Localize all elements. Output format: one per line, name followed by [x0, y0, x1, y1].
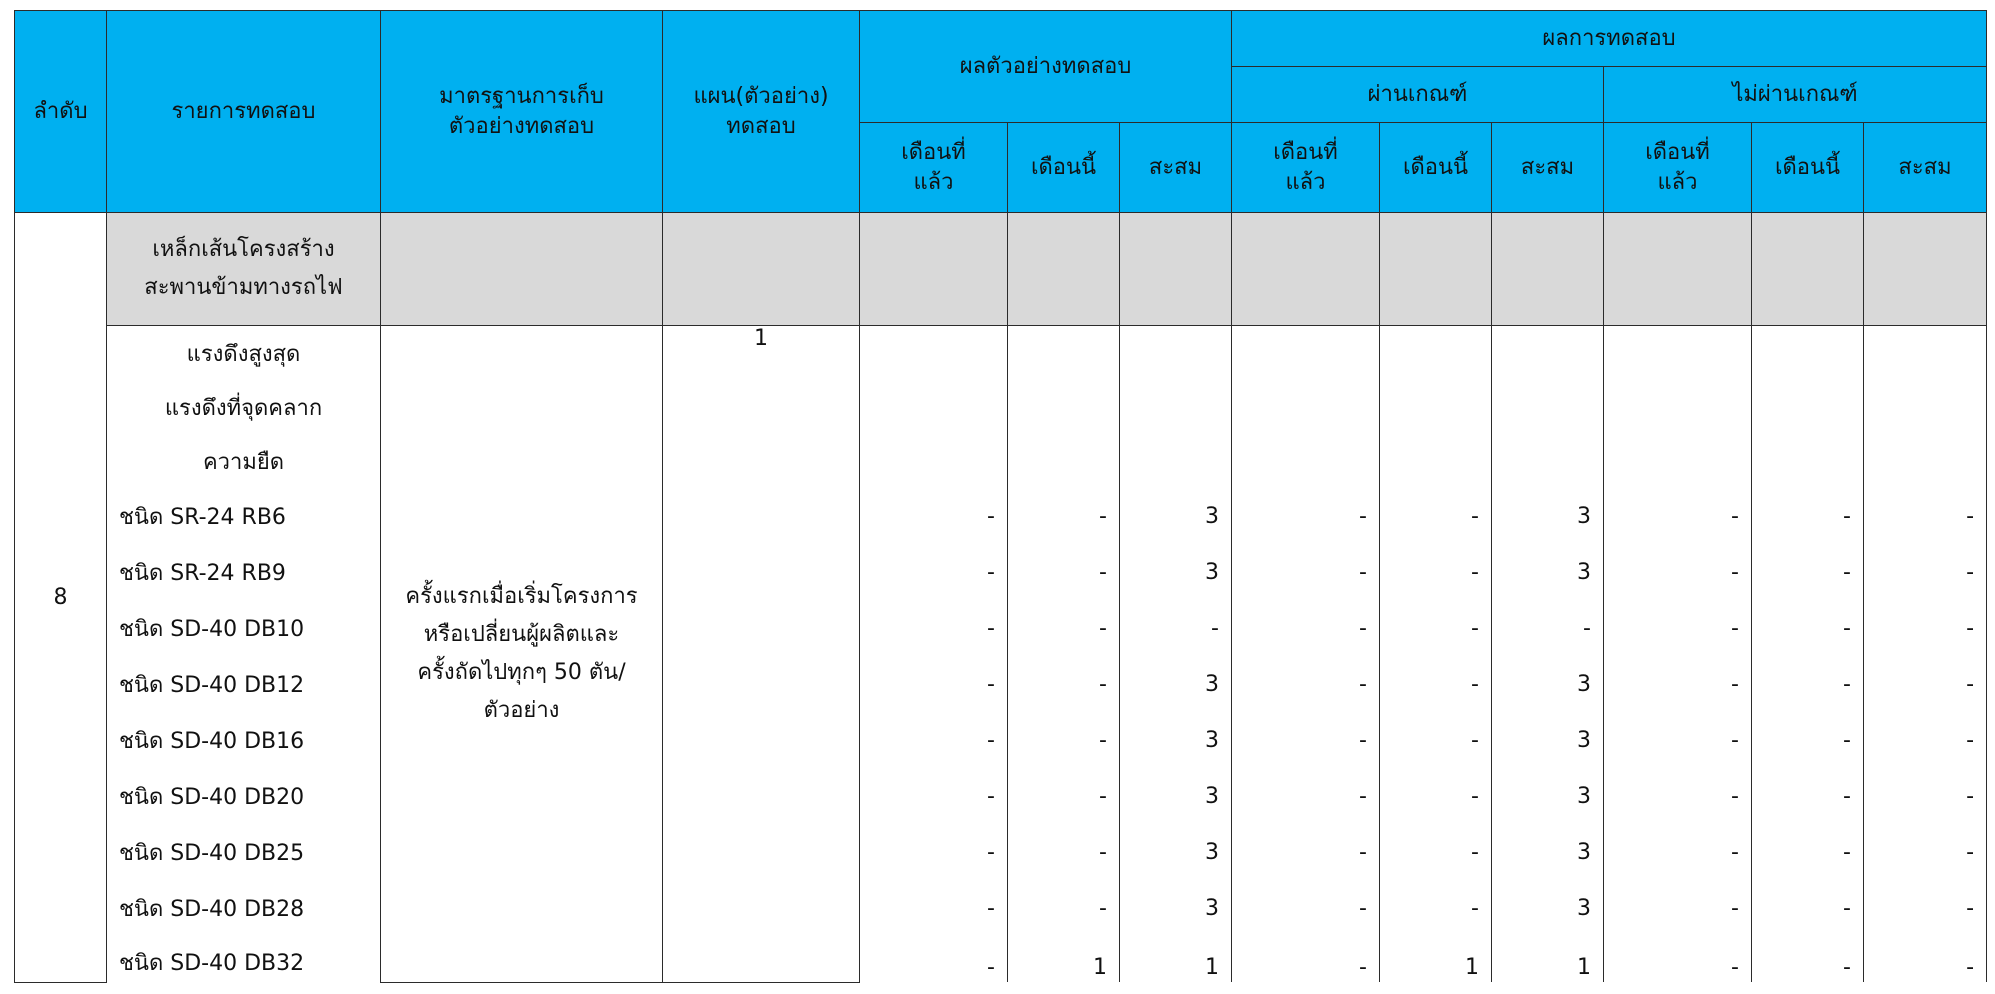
- item-value: 3: [1120, 712, 1232, 768]
- item-value: 3: [1120, 488, 1232, 544]
- item-value: -: [1604, 544, 1752, 600]
- category-cell: [860, 213, 1008, 326]
- item-row: [15, 880, 1987, 936]
- item-name: ชนิด SR-24 RB9: [107, 544, 381, 600]
- header-fail-this-month: เดือนนี้: [1752, 123, 1864, 213]
- category-cell: [1008, 213, 1120, 326]
- category-cell: [1492, 213, 1604, 326]
- header-last-month-line1: เดือนที่: [1645, 139, 1710, 165]
- header-standard: [381, 11, 663, 213]
- empty-cell: [1492, 326, 1604, 381]
- item-value: -: [1380, 824, 1492, 880]
- item-row: [15, 936, 1987, 982]
- item-value: -: [1008, 712, 1120, 768]
- category-cell: [663, 213, 860, 326]
- empty-cell: [1120, 434, 1232, 488]
- empty-cell: [1604, 380, 1752, 434]
- item-value: -: [1380, 656, 1492, 712]
- item-value: -: [1120, 600, 1232, 656]
- item-value: 3: [1492, 768, 1604, 824]
- item-value: -: [1752, 824, 1864, 880]
- item-value: -: [1232, 600, 1380, 656]
- empty-cell: [1864, 380, 1987, 434]
- item-value: -: [1864, 712, 1987, 768]
- item-value: -: [1604, 656, 1752, 712]
- category-cell: [1752, 213, 1864, 326]
- item-value: -: [1008, 544, 1120, 600]
- item-value: -: [1380, 544, 1492, 600]
- header-test-results: ผลการทดสอบ: [1232, 11, 1987, 67]
- header-sample-last-month: [860, 123, 1008, 213]
- item-value: 3: [1120, 768, 1232, 824]
- header-plan-line1: แผน(ตัวอย่าง): [693, 83, 829, 109]
- item-value: -: [1008, 656, 1120, 712]
- header-sample-results: ผลตัวอย่างทดสอบ: [860, 11, 1232, 123]
- category-row: [15, 213, 1987, 326]
- category-cell: [1380, 213, 1492, 326]
- property-name: ความยืด: [107, 434, 381, 488]
- item-name: ชนิด SD-40 DB20: [107, 768, 381, 824]
- item-value: -: [1380, 488, 1492, 544]
- item-value: -: [1752, 656, 1864, 712]
- item-value: -: [1232, 880, 1380, 936]
- item-value: -: [1752, 544, 1864, 600]
- header-pass-this-month: เดือนนี้: [1380, 123, 1492, 213]
- category-cell: [1864, 213, 1987, 326]
- item-value: -: [860, 936, 1008, 982]
- item-value: -: [1752, 880, 1864, 936]
- item-value: -: [1380, 880, 1492, 936]
- header-last-month-line2: แล้ว: [913, 169, 954, 195]
- empty-cell: [1232, 326, 1380, 381]
- item-value: -: [1232, 824, 1380, 880]
- header-fail-cumulative: สะสม: [1864, 123, 1987, 213]
- item-value: -: [1752, 712, 1864, 768]
- item-value: -: [1380, 600, 1492, 656]
- item-value: -: [860, 880, 1008, 936]
- standard-cell: [381, 326, 663, 983]
- row-seq: 8: [15, 213, 107, 983]
- item-value: -: [1604, 824, 1752, 880]
- empty-cell: [1864, 434, 1987, 488]
- item-value: -: [1232, 544, 1380, 600]
- item-value: -: [1604, 936, 1752, 982]
- item-value: -: [1752, 936, 1864, 982]
- item-name: ชนิด SD-40 DB12: [107, 656, 381, 712]
- item-row: [15, 768, 1987, 824]
- empty-cell: [1492, 434, 1604, 488]
- empty-cell: [1380, 326, 1492, 381]
- item-value: -: [1604, 768, 1752, 824]
- item-value: -: [1752, 600, 1864, 656]
- property-row: [15, 380, 1987, 434]
- item-value: -: [1008, 600, 1120, 656]
- item-value: -: [860, 488, 1008, 544]
- empty-cell: [1120, 326, 1232, 381]
- item-name: ชนิด SD-40 DB16: [107, 712, 381, 768]
- header-pass-cumulative: สะสม: [1492, 123, 1604, 213]
- empty-cell: [1604, 434, 1752, 488]
- standard-line: ตัวอย่าง: [483, 697, 560, 723]
- header-last-month-line2: แล้ว: [1657, 169, 1698, 195]
- header-plan: [663, 11, 860, 213]
- standard-line: ครั้งถัดไปทุกๆ 50 ตัน/: [417, 659, 626, 685]
- header-last-month-line2: แล้ว: [1285, 169, 1326, 195]
- header-last-month-line1: เดือนที่: [901, 139, 966, 165]
- empty-cell: [1008, 326, 1120, 381]
- property-name: แรงดึงสูงสุด: [107, 326, 381, 381]
- item-value: -: [1008, 488, 1120, 544]
- item-value: -: [1864, 768, 1987, 824]
- category-line1: เหล็กเส้นโครงสร้าง: [152, 237, 335, 262]
- category-cell: [1120, 213, 1232, 326]
- header-plan-line2: ทดสอบ: [726, 113, 796, 139]
- item-value: -: [1864, 656, 1987, 712]
- header-standard-line2: ตัวอย่างทดสอบ: [448, 113, 595, 139]
- item-value: -: [860, 600, 1008, 656]
- empty-cell: [860, 434, 1008, 488]
- header-last-month-line1: เดือนที่: [1273, 139, 1338, 165]
- item-value: -: [1232, 768, 1380, 824]
- item-value: 1: [1380, 936, 1492, 982]
- header-pass-last-month: [1232, 123, 1380, 213]
- header-fail: ไม่ผ่านเกณฑ์: [1604, 67, 1987, 123]
- property-row: [15, 326, 1987, 381]
- item-row: [15, 600, 1987, 656]
- item-name: ชนิด SD-40 DB25: [107, 824, 381, 880]
- item-row: [15, 656, 1987, 712]
- item-value: 1: [1492, 936, 1604, 982]
- item-name: ชนิด SD-40 DB10: [107, 600, 381, 656]
- empty-cell: [1380, 434, 1492, 488]
- empty-cell: [1604, 326, 1752, 381]
- empty-cell: [1232, 380, 1380, 434]
- item-value: -: [1232, 712, 1380, 768]
- item-value: -: [1864, 936, 1987, 982]
- item-value: -: [1864, 824, 1987, 880]
- standard-line: หรือเปลี่ยนผู้ผลิตและ: [423, 621, 620, 647]
- header-pass: ผ่านเกณฑ์: [1232, 67, 1604, 123]
- empty-cell: [1752, 380, 1864, 434]
- item-row: [15, 544, 1987, 600]
- category-line2: สะพานข้ามทางรถไฟ: [144, 275, 343, 300]
- empty-cell: [1380, 380, 1492, 434]
- empty-cell: [1120, 380, 1232, 434]
- item-value: 3: [1120, 544, 1232, 600]
- item-value: -: [1232, 936, 1380, 982]
- item-value: 3: [1120, 824, 1232, 880]
- item-value: -: [1008, 824, 1120, 880]
- item-value: 1: [1120, 936, 1232, 982]
- header-sample-cumulative: สะสม: [1120, 123, 1232, 213]
- empty-cell: [1008, 434, 1120, 488]
- item-value: -: [1604, 712, 1752, 768]
- item-value: -: [860, 824, 1008, 880]
- item-row: [15, 712, 1987, 768]
- empty-cell: [1752, 326, 1864, 381]
- item-value: 3: [1120, 880, 1232, 936]
- item-value: -: [1864, 544, 1987, 600]
- item-value: -: [860, 656, 1008, 712]
- category-cell: [1232, 213, 1380, 326]
- header-fail-last-month: [1604, 123, 1752, 213]
- item-name: ชนิด SR-24 RB6: [107, 488, 381, 544]
- item-value: 3: [1492, 824, 1604, 880]
- item-value: -: [1864, 880, 1987, 936]
- empty-cell: [1864, 326, 1987, 381]
- empty-cell: [1752, 434, 1864, 488]
- item-name: ชนิด SD-40 DB32: [107, 936, 381, 982]
- property-name: แรงดึงที่จุดคลาก: [107, 380, 381, 434]
- item-row: [15, 824, 1987, 880]
- category-name: [107, 213, 381, 326]
- empty-cell: [1008, 380, 1120, 434]
- item-value: -: [860, 544, 1008, 600]
- item-value: -: [1380, 712, 1492, 768]
- property-row: [15, 434, 1987, 488]
- item-value: 1: [1008, 936, 1120, 982]
- item-value: 3: [1492, 712, 1604, 768]
- item-value: -: [1232, 488, 1380, 544]
- item-value: -: [1492, 600, 1604, 656]
- item-value: -: [1380, 768, 1492, 824]
- item-value: -: [1752, 768, 1864, 824]
- item-value: -: [1008, 768, 1120, 824]
- header-sample-this-month: เดือนนี้: [1008, 123, 1120, 213]
- header-item: รายการทดสอบ: [107, 11, 381, 213]
- item-value: -: [1008, 880, 1120, 936]
- item-value: -: [1604, 880, 1752, 936]
- item-value: -: [1604, 488, 1752, 544]
- category-cell: [381, 213, 663, 326]
- item-value: -: [1864, 600, 1987, 656]
- item-value: 3: [1120, 656, 1232, 712]
- item-name: ชนิด SD-40 DB28: [107, 880, 381, 936]
- item-value: 3: [1492, 544, 1604, 600]
- test-results-table: [14, 10, 1987, 983]
- header-seq: ลำดับ: [15, 11, 107, 213]
- item-value: -: [860, 768, 1008, 824]
- item-value: 3: [1492, 656, 1604, 712]
- item-value: -: [1752, 488, 1864, 544]
- item-value: -: [1864, 488, 1987, 544]
- item-value: 3: [1492, 880, 1604, 936]
- plan-value: 1: [663, 326, 860, 983]
- empty-cell: [1232, 434, 1380, 488]
- standard-line: ครั้งแรกเมื่อเริ่มโครงการ: [405, 583, 638, 609]
- empty-cell: [860, 326, 1008, 381]
- item-value: -: [860, 712, 1008, 768]
- item-value: -: [1232, 656, 1380, 712]
- empty-cell: [860, 380, 1008, 434]
- empty-cell: [1492, 380, 1604, 434]
- item-row: [15, 488, 1987, 544]
- category-cell: [1604, 213, 1752, 326]
- item-value: -: [1604, 600, 1752, 656]
- item-value: 3: [1492, 488, 1604, 544]
- header-standard-line1: มาตรฐานการเก็บ: [439, 83, 604, 109]
